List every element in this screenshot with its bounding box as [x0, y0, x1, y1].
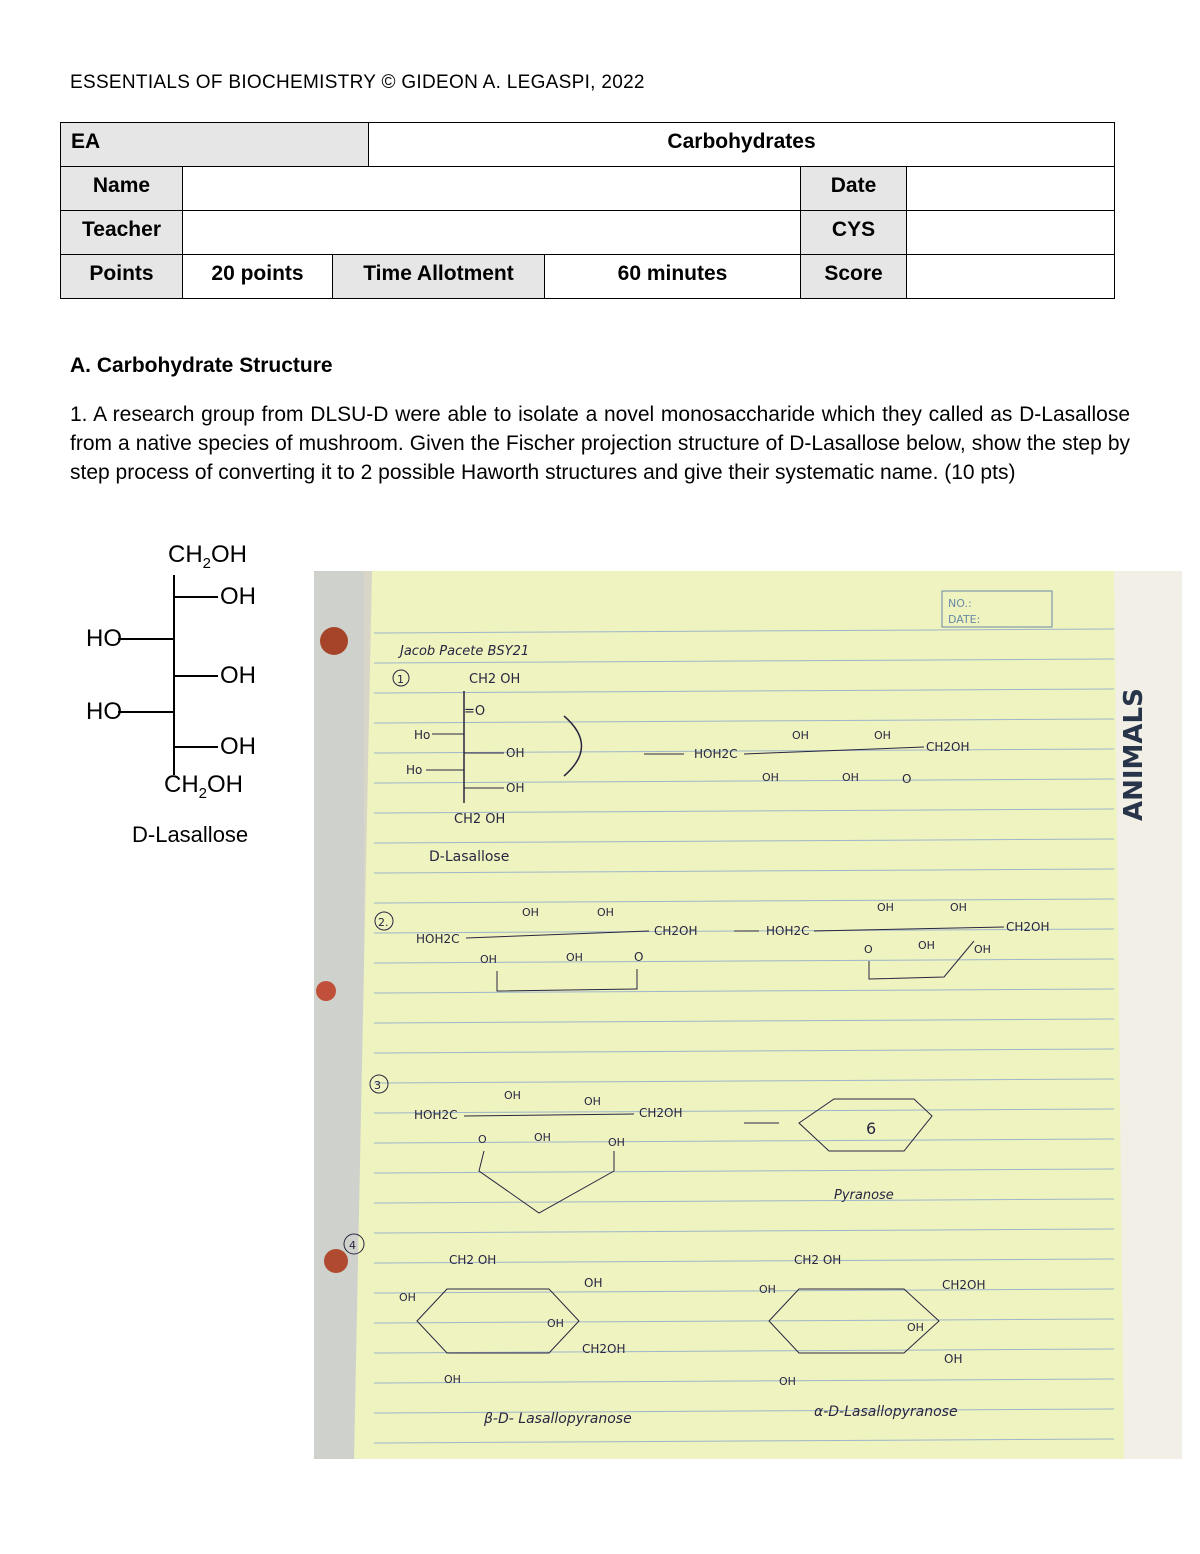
svg-text:OH: OH [522, 906, 539, 919]
svg-text:OH: OH [974, 943, 991, 956]
question-1: 1. A research group from DLSU-D were able to isolate a novel monosaccharide which they called as D-Lasallose from a native species of mushroom. Given the Fischer projection structure of D-Lasallose below, show the step by step process of converting it to 2 possible Haworth structures and give their systematic name. (10 pts) [70, 403, 1130, 484]
name-label: Name [92, 174, 151, 197]
svg-text:HOH2C: HOH2C [766, 924, 810, 938]
name-field[interactable] [183, 167, 801, 211]
svg-text:OH: OH [762, 771, 779, 784]
svg-text:OH: OH [534, 1131, 551, 1144]
teacher-field[interactable] [183, 211, 801, 255]
fischer-r1: OH [220, 583, 256, 610]
fischer-caption: D-Lasallose [132, 822, 249, 847]
fischer-top-group: $CH_2OH$ [168, 541, 248, 572]
student-name: Jacob Pacete BSY21 [400, 644, 530, 659]
info-table [60, 122, 1115, 299]
step-1-number: 1 [397, 673, 404, 686]
svg-text:HOH2C: HOH2C [416, 932, 460, 946]
points-value: 20 points [211, 262, 304, 285]
table-surface [314, 571, 364, 1459]
svg-text:OH: OH [842, 771, 859, 784]
svg-text:=O: =O [464, 704, 486, 719]
svg-text:OH: OH [779, 1375, 796, 1388]
svg-text:O: O [864, 943, 873, 956]
notebook-date: DATE: [948, 613, 981, 626]
svg-text:CH2OH: CH2OH [1006, 920, 1050, 934]
pyranose-label: Pyranose [834, 1188, 894, 1203]
score-label-cell [801, 255, 907, 299]
svg-text:OH: OH [608, 1136, 625, 1149]
ea-label: EA [71, 130, 101, 153]
fischer-bottom-group: $CH_2OH$ [164, 771, 244, 802]
section-title: A. Carbohydrate Structure [70, 354, 333, 377]
svg-text:CH2 OH: CH2 OH [454, 812, 506, 827]
fischer-bond [173, 675, 218, 677]
svg-text:CH2 OH: CH2 OH [794, 1253, 842, 1267]
svg-text:OH: OH [759, 1283, 776, 1296]
subject-cell [369, 123, 1115, 167]
fischer-r3: OH [220, 662, 256, 689]
time-value-cell [545, 255, 801, 299]
svg-text:OH: OH [444, 1373, 461, 1386]
subject-title: Carbohydrates [667, 130, 816, 153]
step-2-number: 2. [378, 916, 389, 929]
fischer-bond [118, 638, 174, 640]
score-label: Score [824, 262, 883, 285]
svg-text:OH: OH [597, 906, 614, 919]
svg-text:O: O [478, 1133, 487, 1146]
svg-text:OH: OH [877, 901, 894, 914]
alpha-anomer-name: α-D-Lasallopyranose [814, 1404, 958, 1420]
date-label-cell [801, 167, 907, 211]
ea-cell [61, 123, 369, 167]
handwritten-answer-photo [314, 571, 1182, 1459]
step-3-number: 3 [374, 1079, 381, 1092]
svg-text:CH2OH: CH2OH [942, 1278, 986, 1292]
svg-text:OH: OH [584, 1095, 601, 1108]
svg-text:CH2OH: CH2OH [582, 1342, 626, 1356]
svg-text:OH: OH [874, 729, 891, 742]
fischer-bond [118, 711, 174, 713]
fischer-bond [173, 746, 218, 748]
fischer-bond [173, 596, 218, 598]
time-label: Time Allotment [363, 262, 514, 285]
svg-text:HOH2C: HOH2C [694, 747, 738, 761]
fischer-l2: HO [86, 625, 122, 652]
time-value: 60 minutes [617, 262, 728, 285]
points-label-cell [61, 255, 183, 299]
svg-text:CH2OH: CH2OH [639, 1106, 683, 1120]
cys-field[interactable] [907, 211, 1115, 255]
svg-text:CH2OH: CH2OH [926, 740, 970, 754]
fischer-projection [80, 535, 300, 855]
fischer-r5: OH [220, 733, 256, 760]
svg-text:OH: OH [584, 1276, 603, 1290]
date-label: Date [830, 174, 877, 197]
svg-text:O: O [902, 772, 912, 786]
svg-text:CH2OH: CH2OH [654, 924, 698, 938]
cys-label-cell [801, 211, 907, 255]
step-1-name: D-Lasallose [429, 849, 510, 865]
points-value-cell [183, 255, 333, 299]
svg-text:OH: OH [792, 729, 809, 742]
date-field[interactable] [907, 167, 1115, 211]
name-label-cell [61, 167, 183, 211]
page-header: ESSENTIALS OF BIOCHEMISTRY © GIDEON A. LEGASPI, 2022 [70, 72, 645, 93]
step-4-number: 4 [349, 1239, 356, 1252]
cys-label: CYS [831, 218, 876, 241]
svg-text:OH: OH [480, 953, 497, 966]
fischer-l4: HO [86, 698, 122, 725]
svg-text:OH: OH [950, 901, 967, 914]
svg-text:OH: OH [504, 1089, 521, 1102]
ring-label: 6 [866, 1119, 877, 1138]
teacher-label: Teacher [82, 218, 161, 241]
svg-text:OH: OH [918, 939, 935, 952]
svg-text:O: O [634, 950, 644, 964]
svg-text:OH: OH [944, 1352, 963, 1366]
svg-text:HOH2C: HOH2C [414, 1108, 458, 1122]
cover-brand: ANIMALS [1119, 688, 1149, 821]
svg-text:CH2 OH: CH2 OH [449, 1253, 497, 1267]
svg-text:OH: OH [566, 951, 583, 964]
svg-text:OH: OH [506, 746, 525, 760]
svg-text:Ho: Ho [406, 763, 423, 777]
svg-text:CH2 OH: CH2 OH [469, 672, 521, 687]
notebook-no: NO.: [948, 597, 972, 610]
points-label: Points [89, 262, 154, 285]
time-label-cell [333, 255, 545, 299]
teacher-label-cell [61, 211, 183, 255]
svg-text:OH: OH [506, 781, 525, 795]
score-field[interactable] [907, 255, 1115, 299]
svg-text:OH: OH [547, 1317, 564, 1330]
svg-text:OH: OH [907, 1321, 924, 1334]
svg-text:OH: OH [399, 1291, 416, 1304]
svg-text:Ho: Ho [414, 728, 431, 742]
beta-anomer-name: β-D- Lasallopyranose [484, 1411, 632, 1427]
